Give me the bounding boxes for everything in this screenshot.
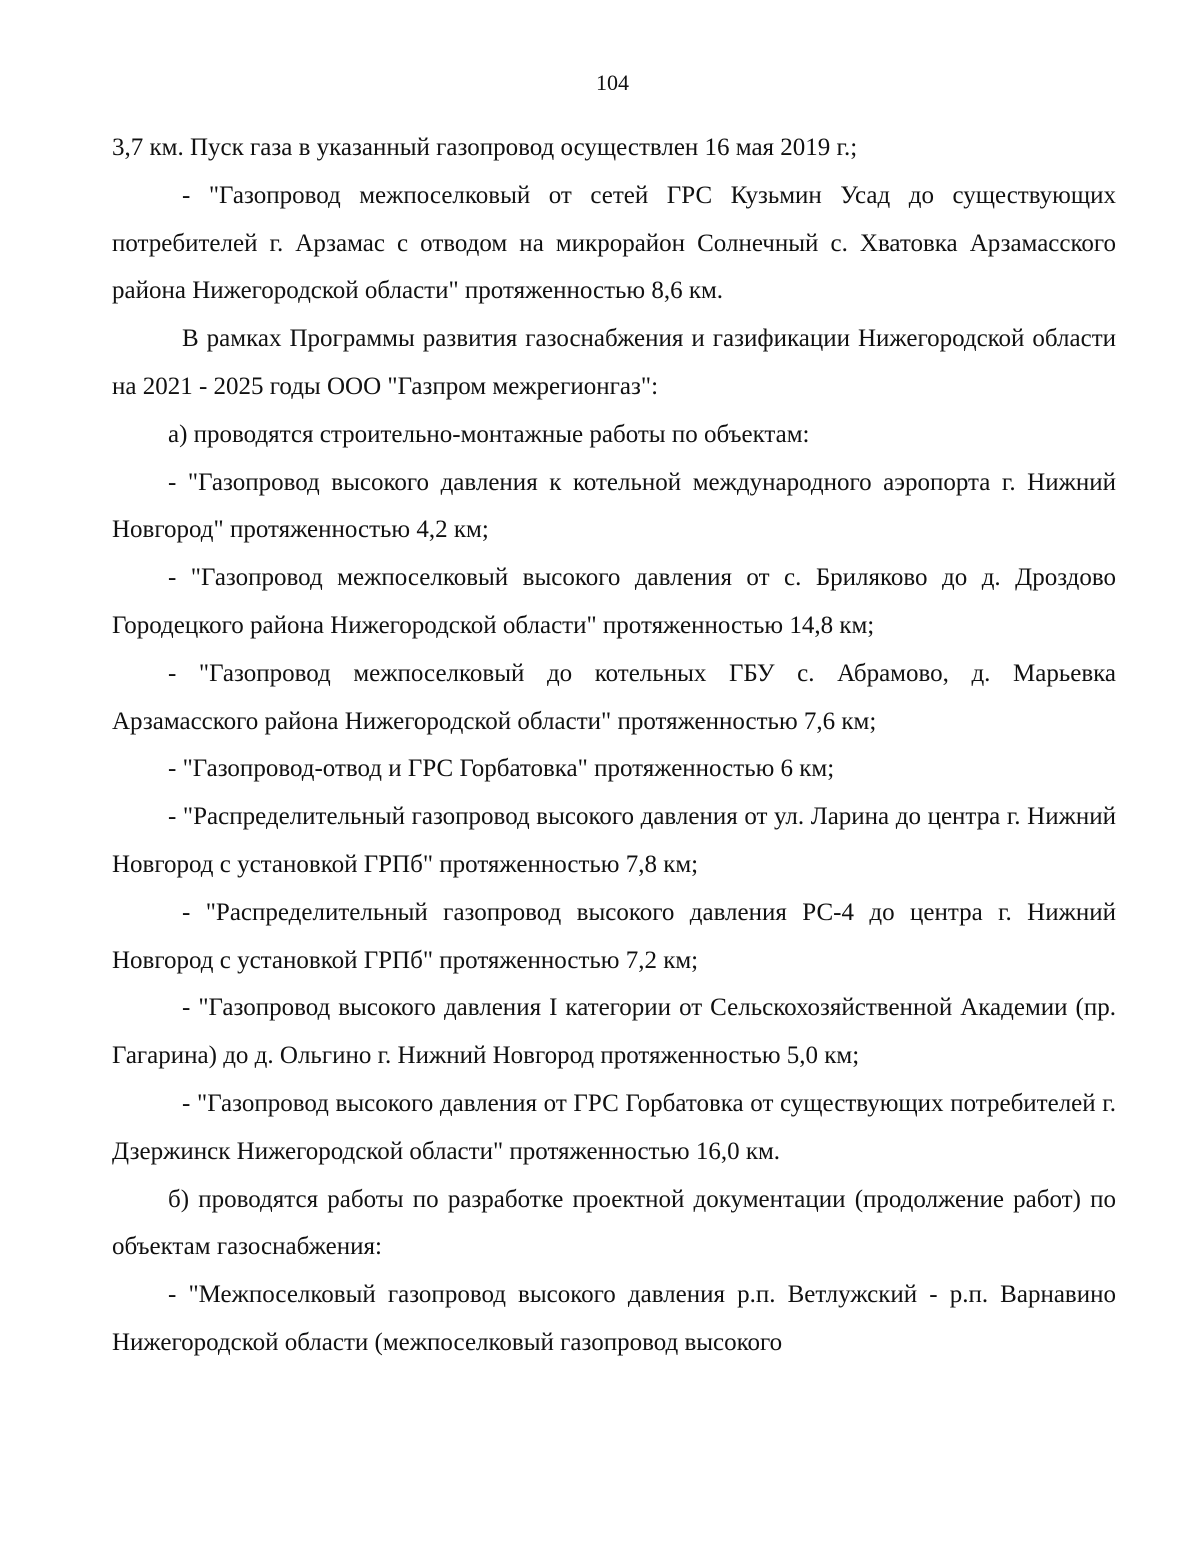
paragraph: - "Газопровод межпоселковый от сетей ГРС Кузьмин Усад до существующих потребителей г. Арзамас с отводом на микрорайон Солнечный с. Хватовка Арзамасского района Нижегородской области" протяженностью 8,6 км. xyxy=(112,181,1116,305)
paragraph: В рамках Программы развития газоснабжения и газификации Нижегородской области на 2021 - 2025 годы ООО "Газпром межрегионгаз": xyxy=(112,325,1116,400)
paragraph: - "Газопровод высокого давления I категории от Сельскохозяйственной Академии (пр. Гагарина) до д. Ольгино г. Нижний Новгород протяженностью 5,0 км; xyxy=(112,994,1116,1070)
paragraph: - "Газопровод высокого давления к котельной международного аэропорта г. Нижний Новгород" протяженностью 4,2 км; xyxy=(112,468,1116,544)
paragraph: - "Газопровод-отвод и ГРС Горбатовка" протяженностью 6 км; xyxy=(168,755,835,783)
paragraph: - "Газопровод межпоселковый высокого давления от с. Бриляково до д. Дроздово Городецкого района Нижегородской области" протяженностью 14,8 км; xyxy=(112,564,1116,639)
page-number: 104 xyxy=(596,70,629,95)
paragraph: - "Межпоселковый газопровод высокого давления р.п. Ветлужский - р.п. Варнавино Нижегородской области (межпоселковый газопровод высокого xyxy=(112,1281,1116,1356)
paragraph: б) проводятся работы по разработке проектной документации (продолжение работ) по объектам газоснабжения: xyxy=(112,1185,1116,1261)
paragraph: - "Газопровод межпоселковый до котельных ГБУ с. Абрамово, д. Марьевка Арзамасского района Нижегородской области" протяженностью 7,6 км; xyxy=(112,659,1116,735)
document-body xyxy=(112,124,1116,1367)
paragraph: - "Распределительный газопровод высокого давления РС-4 до центра г. Нижний Новгород с установкой ГРПб" протяженностью 7,2 км; xyxy=(112,898,1116,974)
paragraph: 3,7 км. Пуск газа в указанный газопровод осуществлен 16 мая 2019 г.; xyxy=(112,134,858,161)
paragraph: - "Распределительный газопровод высокого давления от ул. Ларина до центра г. Нижний Новгород с установкой ГРПб" протяженностью 7,8 км; xyxy=(112,803,1116,878)
paragraph: - "Газопровод высокого давления от ГРС Горбатовка от существующих потребителей г. Дзержинск Нижегородской области" протяженностью 16,0 км. xyxy=(112,1089,1116,1165)
paragraph: а) проводятся строительно-монтажные работы по объектам: xyxy=(168,420,810,448)
